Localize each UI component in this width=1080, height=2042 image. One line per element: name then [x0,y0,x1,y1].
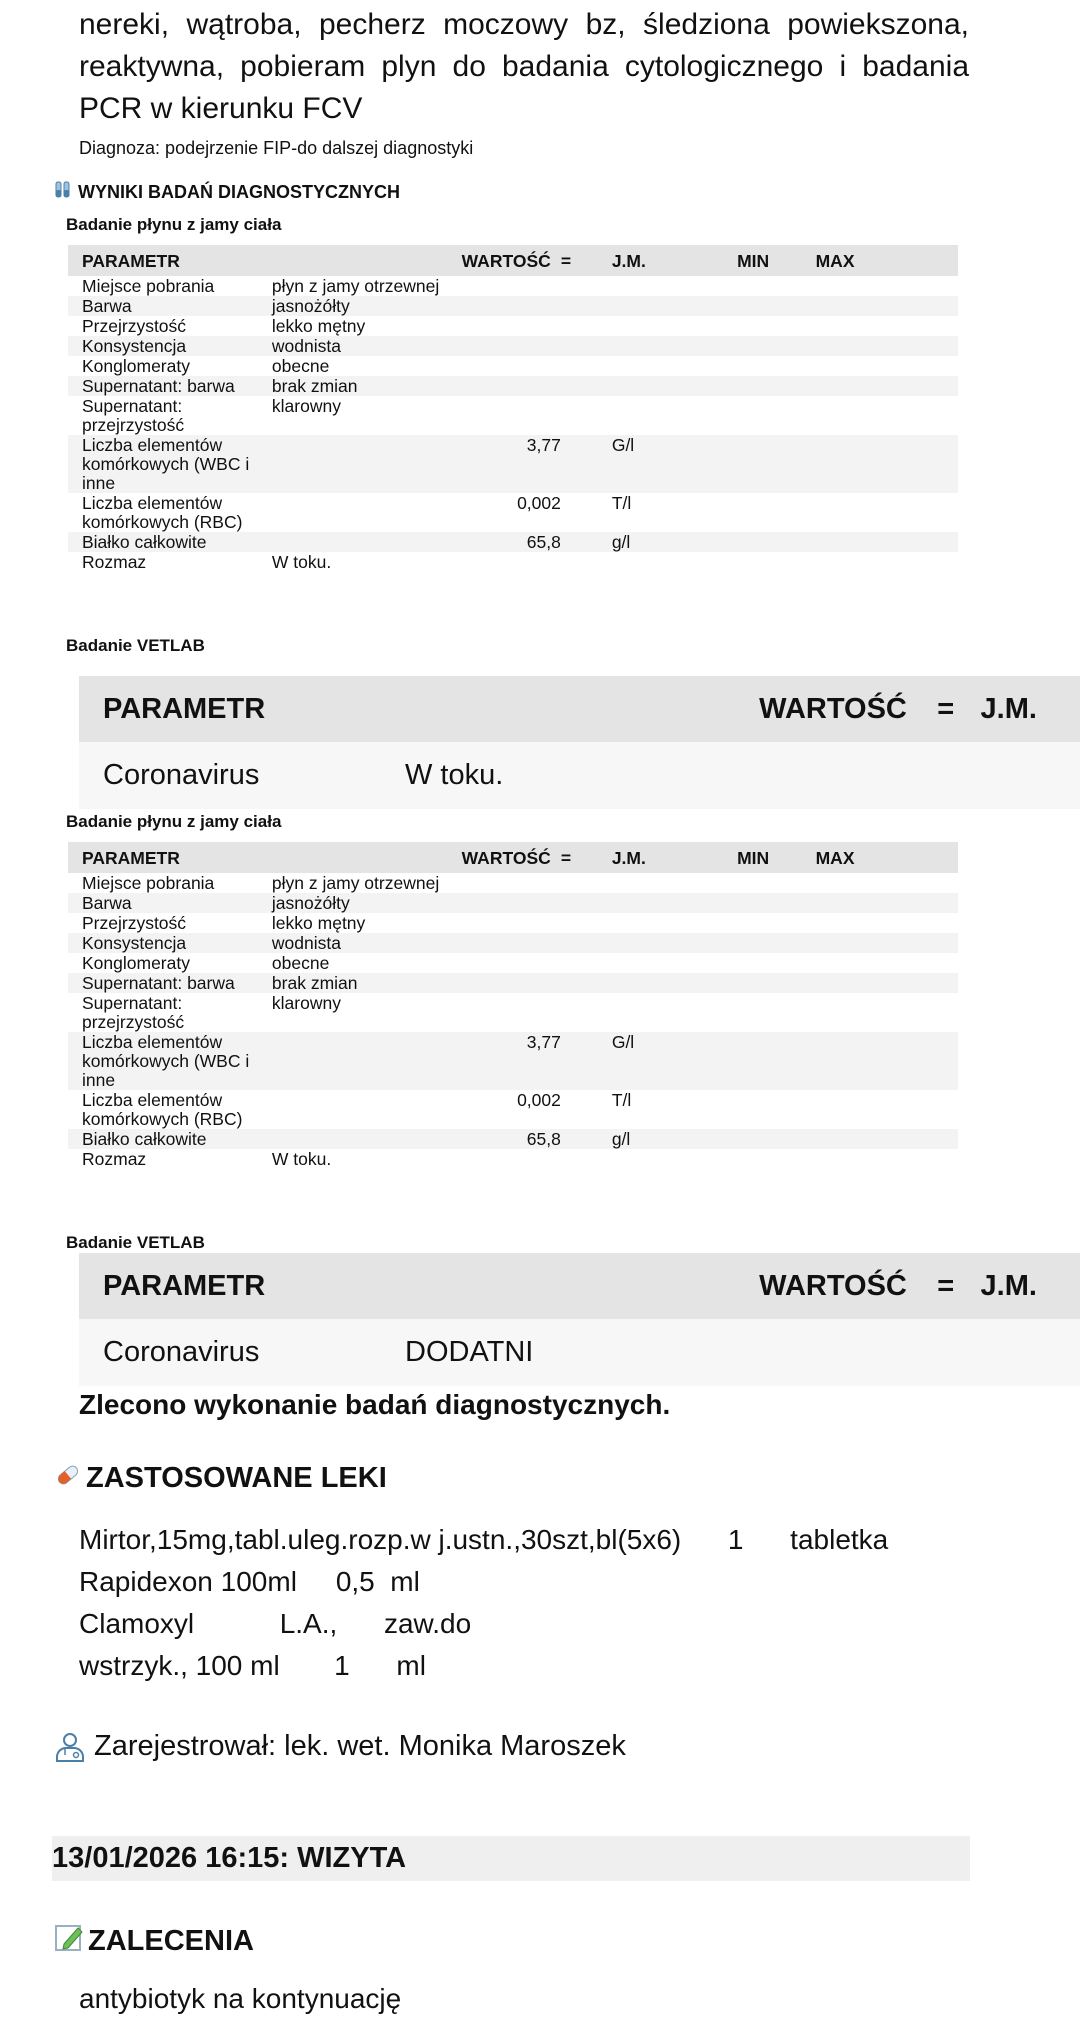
parameter-max [816,296,958,316]
parameter-unit [612,913,737,933]
parameter-max [816,493,958,532]
table-row [68,913,958,933]
header-unit: J.M. [980,1269,1037,1302]
results-section-header [54,182,400,203]
header-value: WARTOŚĆ [461,847,551,868]
header-parameter: PARAMETR [103,1269,266,1302]
fluid-table-title: Badanie płynu z jamy ciała [66,812,282,831]
parameter-name: Konglomeraty [82,356,190,376]
parameter-unit [612,893,737,913]
parameter-numeric-value [462,552,561,572]
parameter-unit [612,993,737,1032]
parameter-min [737,953,816,973]
table-body [68,276,958,572]
parameter-name: Barwa [82,296,132,316]
parameter-min [737,993,816,1032]
parameter-numeric-value [462,316,561,336]
table-header-row [79,1253,1080,1319]
parameter-min [737,1090,816,1129]
parameter-name: Supernatant: przejrzystość [82,993,185,1032]
recommendations-header [54,1925,254,1958]
parameter-text-value: wodnista [271,336,341,356]
parameter-min [737,296,816,316]
recommendations-text: antybiotyk na kontynuację [79,1983,402,2014]
fluid-results-table [68,842,958,1169]
parameter-flag [561,913,612,933]
parameter-flag [561,1090,612,1129]
medications-section-header [54,1462,387,1495]
parameter-name: Miejsce pobrania [82,276,215,296]
parameter-text-value [272,493,462,532]
table-row [68,532,958,552]
header-value: WARTOŚĆ [759,692,907,725]
parameter-max [816,893,958,913]
parameter-numeric-value [462,933,561,953]
description-line: reaktywna, pobieram plyn do badania cytologicznego i badania [79,50,969,83]
parameter-min [737,893,816,913]
header-parameter: PARAMETR [103,692,266,725]
parameter-name: Liczba elementów komórkowych (WBC i inne [82,1032,250,1090]
parameter-flag [561,993,612,1032]
parameter-min [737,356,816,376]
parameter-unit [612,376,737,396]
diagnosis-text: Diagnoza: podejrzenie FIP-do dalszej diagnostyki [79,138,474,158]
fluid-results-table [68,245,958,572]
parameter-text-value: płyn z jamy otrzewnej [271,276,440,296]
parameter-flag [561,933,612,953]
table-header-row [68,245,958,276]
parameter-min [737,493,816,532]
vetlab-title: Badanie VETLAB [66,1233,205,1252]
header-parameter: PARAMETR [82,847,180,868]
parameter-flag [561,873,612,893]
parameter-text-value: W toku. [271,552,332,572]
test-tubes-icon [54,181,74,199]
header-min: MIN [737,250,770,271]
parameter-name: Konsystencja [82,336,187,356]
table-row [68,356,958,376]
table-header-row [79,676,1080,742]
parameter-numeric-value: 65,8 [526,532,561,552]
fluid-table [68,842,958,1169]
parameter-numeric-value: 3,77 [526,435,561,455]
parameter-flag [561,552,612,572]
edit-note-icon [54,1922,86,1954]
parameter-max [816,973,958,993]
table-row [68,296,958,316]
parameter-min [737,396,816,435]
parameter-flag [561,336,612,356]
doctor-icon [54,1731,86,1763]
fluid-table-title: Badanie płynu z jamy ciała [66,215,282,234]
parameter-numeric-value [462,1149,561,1169]
parameter-text-value [272,1090,462,1129]
parameter-flag [561,953,612,973]
parameter-max [816,933,958,953]
table-row [68,552,958,572]
parameter-text-value: obecne [271,356,330,376]
table-row [68,316,958,336]
parameter-name: Przejrzystość [82,316,187,336]
fluid-table [68,245,958,572]
results-section-title: WYNIKI BADAŃ DIAGNOSTYCZNYCH [78,182,400,202]
parameter-unit [612,1149,737,1169]
parameter-unit: G/l [611,1032,635,1052]
medication-line: Mirtor,15mg,tabl.uleg.rozp.w j.ustn.,30szt,bl(5x6) 1 tabletka [79,1524,889,1555]
parameter-max [816,993,958,1032]
table-row [68,933,958,953]
parameter-numeric-value: 0,002 [517,493,561,513]
parameter-min [737,1149,816,1169]
header-parameter: PARAMETR [82,250,180,271]
parameter-max [816,1090,958,1129]
header-unit: J.M. [611,250,646,271]
parameter-text-value: lekko mętny [271,316,366,336]
parameter-text-value [272,1129,462,1149]
parameter-max [816,276,958,296]
parameter-unit: T/l [611,493,632,513]
table-row [68,893,958,913]
parameter-unit [612,356,737,376]
header-equals: = [560,847,572,868]
parameter-value: DODATNI [405,1336,534,1368]
parameter-min [737,933,816,953]
parameter-min [737,336,816,356]
parameter-text-value: klarowny [271,993,341,1013]
parameter-text-value [272,1032,462,1090]
parameter-max [816,336,958,356]
header-equals: = [560,250,572,271]
parameter-flag [561,376,612,396]
parameter-numeric-value [462,276,561,296]
parameter-text-value: wodnista [271,933,341,953]
header-value: WARTOŚĆ [759,1269,907,1302]
parameter-numeric-value [462,296,561,316]
table-row [79,742,1080,809]
medication-line: Clamoxyl L.A., zaw.do [79,1608,472,1639]
parameter-flag [561,435,612,493]
parameter-min [737,532,816,552]
parameter-min [737,913,816,933]
parameter-unit [612,316,737,336]
vetlab-table [79,676,1080,809]
parameter-flag [561,396,612,435]
description-line: PCR w kierunku FCV [79,92,363,125]
parameter-numeric-value [462,893,561,913]
table-row [68,1090,958,1129]
parameter-min [737,873,816,893]
parameter-max [816,1149,958,1169]
ordered-tests-note: Zlecono wykonanie badań diagnostycznych. [79,1389,671,1420]
parameter-unit [612,396,737,435]
table-row [68,276,958,296]
parameter-numeric-value [462,336,561,356]
parameter-name: Supernatant: barwa [82,376,235,396]
parameter-min [737,276,816,296]
parameter-max [816,552,958,572]
table-row [68,1129,958,1149]
parameter-name: Przejrzystość [82,913,187,933]
parameter-name: Białko całkowite [82,1129,207,1149]
parameter-flag [561,1032,612,1090]
vetlab-table [79,1253,1080,1386]
parameter-numeric-value: 65,8 [526,1129,561,1149]
parameter-name: Supernatant: barwa [82,973,235,993]
header-value: WARTOŚĆ [461,250,551,271]
parameter-max [816,873,958,893]
parameter-min [737,316,816,336]
parameter-max [816,1032,958,1090]
parameter-text-value: płyn z jamy otrzewnej [271,873,440,893]
parameter-name: Białko całkowite [82,532,207,552]
parameter-numeric-value: 3,77 [526,1032,561,1052]
table-row [68,993,958,1032]
parameter-name: Coronavirus [103,1336,260,1368]
parameter-name: Konsystencja [82,933,187,953]
visit-header: 13/01/2026 16:15: WIZYTA [52,1836,970,1881]
parameter-text-value: W toku. [271,1149,332,1169]
parameter-unit: g/l [611,532,631,552]
registered-by [54,1730,626,1763]
table-row [68,336,958,356]
parameter-flag [561,532,612,552]
parameter-text-value: brak zmian [271,376,358,396]
parameter-numeric-value [462,396,561,435]
table-row [68,435,958,493]
medication-line: wstrzyk., 100 ml 1 ml [79,1650,426,1681]
parameter-max [816,1129,958,1149]
parameter-min [737,435,816,493]
parameter-unit [612,276,737,296]
parameter-flag [561,1129,612,1149]
medication-line: Rapidexon 100ml 0,5 ml [79,1566,420,1597]
header-min: MIN [737,847,770,868]
table-row [68,396,958,435]
parameter-numeric-value [462,953,561,973]
table-row [68,376,958,396]
parameter-numeric-value [462,973,561,993]
parameter-unit [612,296,737,316]
parameter-text-value: jasnożółty [271,893,350,913]
vetlab-title: Badanie VETLAB [66,636,205,655]
table-row [68,953,958,973]
table-row [68,1032,958,1090]
parameter-text-value: lekko mętny [271,913,366,933]
parameter-numeric-value [462,376,561,396]
parameter-min [737,1032,816,1090]
parameter-max [816,396,958,435]
parameter-flag [561,973,612,993]
parameter-flag [561,276,612,296]
parameter-numeric-value: 0,002 [517,1090,561,1110]
parameter-text-value: jasnożółty [271,296,350,316]
parameter-unit [612,873,737,893]
header-max: MAX [815,847,855,868]
parameter-name: Coronavirus [103,759,260,791]
header-max: MAX [815,250,855,271]
parameter-flag [561,493,612,532]
parameter-text-value [272,532,462,552]
parameter-unit [612,336,737,356]
parameter-max [816,913,958,933]
parameter-max [816,953,958,973]
parameter-flag [561,893,612,913]
parameter-unit: g/l [611,1129,631,1149]
parameter-max [816,356,958,376]
header-unit: J.M. [980,692,1037,725]
parameter-min [737,1129,816,1149]
parameter-unit: G/l [611,435,635,455]
parameter-min [737,376,816,396]
parameter-name: Liczba elementów komórkowych (WBC i inne [82,435,250,493]
parameter-name: Miejsce pobrania [82,873,215,893]
parameter-min [737,552,816,572]
table-row [79,1319,1080,1386]
registered-by-text: Zarejestrował: lek. wet. Monika Maroszek [94,1730,626,1762]
parameter-flag [561,1149,612,1169]
parameter-max [816,532,958,552]
parameter-name: Rozmaz [82,552,147,572]
parameter-numeric-value [462,913,561,933]
table-row [68,1149,958,1169]
parameter-unit [612,552,737,572]
parameter-name: Liczba elementów komórkowych (RBC) [82,1090,243,1129]
parameter-name: Rozmaz [82,1149,147,1169]
table-row [68,973,958,993]
parameter-name: Barwa [82,893,132,913]
parameter-unit [612,933,737,953]
table-header-row [68,842,958,873]
parameter-numeric-value [462,356,561,376]
parameter-name: Konglomeraty [82,953,190,973]
header-equals: = [937,692,955,725]
parameter-flag [561,316,612,336]
parameter-flag [561,296,612,316]
parameter-value: W toku. [405,759,504,791]
medications-section-title: ZASTOSOWANE LEKI [86,1462,387,1494]
parameter-unit: T/l [611,1090,632,1110]
parameter-max [816,316,958,336]
parameter-text-value [272,435,462,493]
parameter-text-value: obecne [271,953,330,973]
parameter-unit [612,953,737,973]
pill-icon [54,1461,82,1489]
parameter-name: Supernatant: przejrzystość [82,396,185,435]
table-row [68,873,958,893]
parameter-max [816,376,958,396]
parameter-text-value: klarowny [271,396,341,416]
parameter-unit [612,973,737,993]
table-row [68,493,958,532]
parameter-text-value: brak zmian [271,973,358,993]
parameter-numeric-value [462,873,561,893]
description-line: nereki, wątroba, pecherz moczowy bz, śledziona powieksz​ona, [79,8,969,41]
parameter-max [816,435,958,493]
table-body [68,873,958,1169]
parameter-flag [561,356,612,376]
parameter-name: Liczba elementów komórkowych (RBC) [82,493,243,532]
header-unit: J.M. [611,847,646,868]
recommendations-title: ZALECENIA [88,1925,254,1957]
parameter-min [737,973,816,993]
header-equals: = [937,1269,955,1302]
parameter-numeric-value [462,993,561,1032]
visit-description [79,4,969,130]
